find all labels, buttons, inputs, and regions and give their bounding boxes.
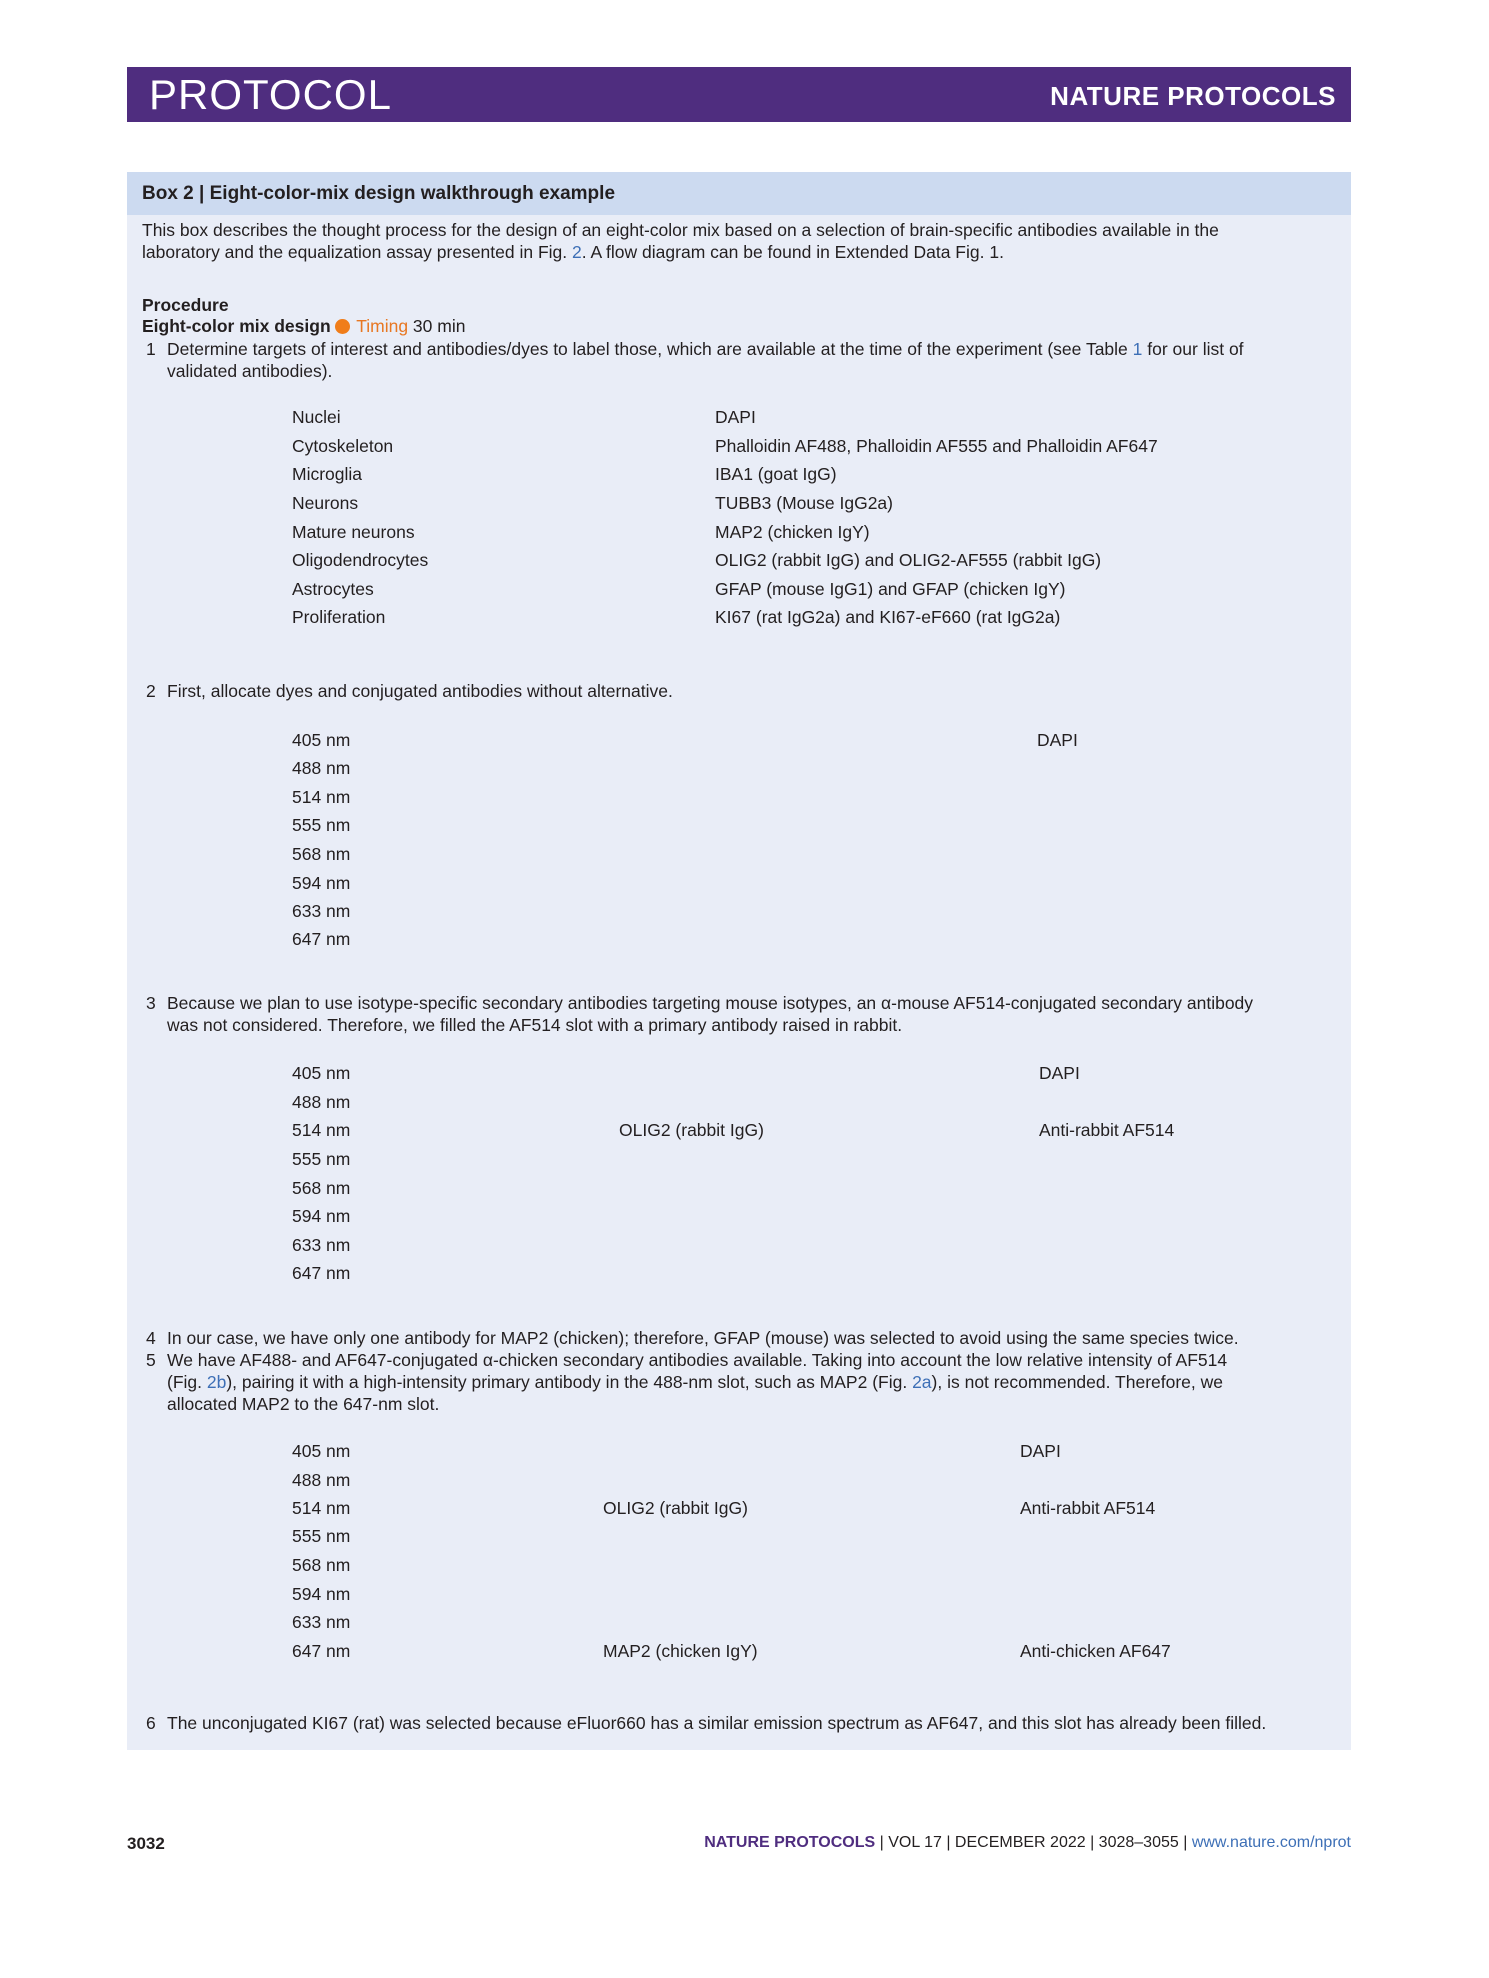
reagent-cell: DAPI [715,407,756,427]
wavelength-cell: 633 nm [292,1612,351,1632]
wavelength-cell: 647 nm [292,1263,351,1283]
target-cell: Nuclei [292,407,341,427]
box-2 [127,172,1351,1750]
step-5-line-1: We have AF488- and AF647-conjugated α-chicken secondary antibodies available. Taking into account the low relative intensity of AF514 [167,1350,1228,1370]
reagent-cell: Phalloidin AF488, Phalloidin AF555 and Phalloidin AF647 [715,436,1158,456]
section-label: PROTOCOL [149,71,392,118]
primary-cell: OLIG2 (rabbit IgG) [619,1120,764,1140]
target-cell: Cytoskeleton [292,436,394,456]
wavelength-cell: 555 nm [292,1526,351,1546]
reagent-cell: TUBB3 (Mouse IgG2a) [715,493,893,513]
target-cell: Mature neurons [292,522,415,542]
footer-url-link[interactable]: www.nature.com/nprot [1191,1834,1351,1851]
wavelength-cell: 514 nm [292,1498,351,1518]
intro-text-2a: laboratory and the equalization assay presented in Fig. [142,242,572,262]
subheading: Eight-color mix design [142,316,331,336]
step-1-line-2: validated antibodies). [167,361,333,381]
reagent-cell: OLIG2 (rabbit IgG) and OLIG2-AF555 (rabbit IgG) [715,550,1102,570]
footer-citation [704,1834,1351,1852]
wavelength-cell: 405 nm [292,1063,351,1083]
wavelength-cell: 488 nm [292,1470,351,1490]
primary-cell: OLIG2 (rabbit IgG) [603,1498,748,1518]
step-5-line-2 [167,1371,1223,1393]
wavelength-cell: 568 nm [292,1555,351,1575]
target-cell: Microglia [292,464,363,484]
fig-2-link[interactable]: 2 [572,242,582,262]
subheading-line [142,315,465,337]
wavelength-cell: 594 nm [292,873,351,893]
target-cell: Oligodendrocytes [292,550,429,570]
fig-2b-link[interactable]: 2b [206,1372,227,1392]
step-5-text-c: ), is not recommended. Therefore, we [931,1372,1224,1392]
secondary-cell: DAPI [1039,1063,1080,1083]
procedure-heading: Procedure [142,295,229,315]
step-4-text: In our case, we have only one antibody for MAP2 (chicken); therefore, GFAP (mouse) was selected to avoid using the same species twice. [167,1328,1239,1348]
step-3-line-2: was not considered. Therefore, we filled the AF514 slot with a primary antibody raised in rabbit. [167,1015,903,1035]
wavelength-cell: 647 nm [292,929,351,949]
reagent-cell: IBA1 (goat IgG) [715,464,837,484]
step-5-text-a: (Fig. [167,1372,207,1392]
footer-journal: NATURE PROTOCOLS [704,1834,876,1851]
secondary-cell: Anti-rabbit AF514 [1039,1120,1175,1140]
step-5-number: 5 [146,1350,156,1370]
wavelength-cell: 555 nm [292,815,351,835]
wavelength-cell: 514 nm [292,787,351,807]
intro-text-1: This box describes the thought process for the design of an eight-color mix based on a selection of brain-specific antibodies available in the [142,220,1219,240]
step-1-number: 1 [146,339,156,359]
journal-name: NATURE PROTOCOLS [1050,81,1336,111]
secondary-cell: Anti-chicken AF647 [1020,1641,1171,1661]
box-title-bar [127,172,1351,215]
wavelength-cell: 568 nm [292,844,351,864]
target-cell: Neurons [292,493,359,513]
wavelength-cell: 488 nm [292,1092,351,1112]
primary-cell: MAP2 (chicken IgY) [603,1641,758,1661]
wavelength-cell: 405 nm [292,1441,351,1461]
step-2-number: 2 [146,681,156,701]
wavelength-cell: 633 nm [292,901,351,921]
timing-label: Timing [356,316,409,336]
reagent-cell: MAP2 (chicken IgY) [715,522,870,542]
wavelength-cell: 594 nm [292,1584,351,1604]
target-cell: Astrocytes [292,579,374,599]
target-cell: Proliferation [292,607,386,627]
table-1-link[interactable]: 1 [1132,339,1143,359]
reagent-cell: KI67 (rat IgG2a) and KI67-eF660 (rat IgG2a) [715,607,1061,627]
wavelength-cell: 647 nm [292,1641,351,1661]
timing-value: 30 min [412,316,466,336]
box-title: Box 2 | Eight-color-mix design walkthrough example [142,183,616,204]
secondary-cell: Anti-rabbit AF514 [1020,1498,1156,1518]
step-3-line-1: Because we plan to use isotype-specific secondary antibodies targeting mouse isotypes, an α-mouse AF514-conjugated secondary antibody [167,993,1254,1013]
step-6-text: The unconjugated KI67 (rat) was selected because eFluor660 has a similar emission spectrum as AF647, and this slot has already been filled. [167,1713,1267,1733]
wavelength-cell: 555 nm [292,1149,351,1169]
step-5-line-3: allocated MAP2 to the 647-nm slot. [167,1394,440,1414]
step-5-text-b: ), pairing it with a high-intensity primary antibody in the 488-nm slot, such as MAP2 (Fig. [226,1372,913,1392]
wavelength-cell: 514 nm [292,1120,351,1140]
step-1-text-a: Determine targets of interest and antibodies/dyes to label those, which are available at the time of the experiment (see Table [167,339,1133,359]
timing-dot-icon [335,319,350,334]
wavelength-cell: 568 nm [292,1178,351,1198]
intro-line-1 [142,219,1219,241]
step-6-number: 6 [146,1713,156,1733]
page-number: 3032 [127,1834,165,1853]
secondary-cell: DAPI [1020,1441,1061,1461]
step-4-number: 4 [146,1328,156,1348]
step-1-line-1 [167,338,1244,360]
step-2-text: First, allocate dyes and conjugated antibodies without alternative. [167,681,673,701]
header-bar [127,67,1351,122]
intro-line-2 [142,241,1004,263]
reagent-cell: GFAP (mouse IgG1) and GFAP (chicken IgY) [715,579,1066,599]
footer-details: | VOL 17 | DECEMBER 2022 | 3028–3055 | [875,1834,1192,1851]
step-3-number: 3 [146,993,156,1013]
intro-text-2b: . A flow diagram can be found in Extended Data Fig. 1. [581,242,1004,262]
secondary-cell: DAPI [1037,730,1078,750]
wavelength-cell: 633 nm [292,1235,351,1255]
wavelength-cell: 488 nm [292,758,351,778]
wavelength-cell: 594 nm [292,1206,351,1226]
wavelength-cell: 405 nm [292,730,351,750]
fig-2a-link[interactable]: 2a [912,1372,932,1392]
step-1-text-b: for our list of [1142,339,1244,359]
